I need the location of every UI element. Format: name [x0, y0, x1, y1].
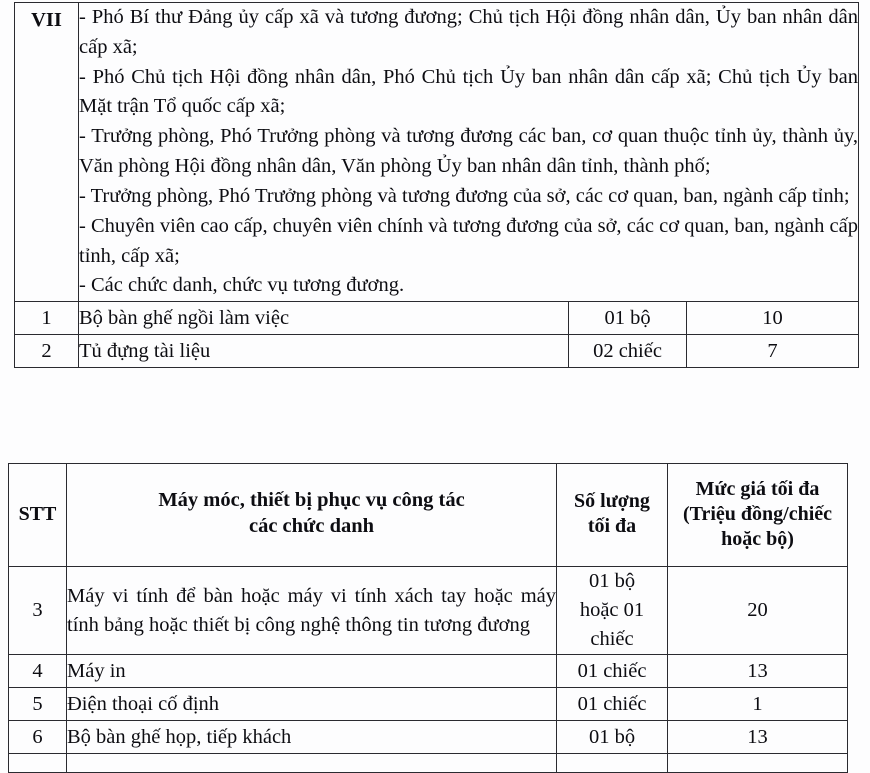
table-row-section-vii [15, 3, 859, 302]
table-row [15, 302, 859, 335]
criteria-line-1: - Phó Bí thư Đảng ủy cấp xã và tương đương; Chủ tịch Hội đồng nhân dân, Ủy ban nhân dân cấp xã; [79, 6, 859, 58]
row-quantity-line2: hoặc 01 [579, 599, 645, 622]
row-stt: 2 [15, 335, 79, 368]
criteria-line-4: - Trưởng phòng, Phó Trưởng phòng và tương đương của sở, các cơ quan, ban, ngành cấp tỉnh; [79, 184, 850, 207]
table-row [9, 688, 848, 721]
row-price: 7 [687, 335, 859, 368]
row-description: Máy in [67, 655, 557, 688]
column-header-stt: STT [9, 464, 67, 567]
criteria-line-5: - Chuyên viên cao cấp, chuyên viên chính và tương đương của sở, các cơ quan, ban, ngành cấp tỉnh, cấp xã; [79, 214, 859, 267]
row-quantity [557, 655, 668, 688]
row-price: 20 [668, 567, 848, 655]
row-stt: 6 [9, 721, 67, 754]
row-quantity-line1: 01 chiếc [577, 659, 647, 682]
column-header-description [67, 464, 557, 567]
row-price: 1 [668, 688, 848, 721]
row-quantity: 02 chiếc [569, 335, 687, 368]
row-stt: 1 [15, 302, 79, 335]
clipped-cell-quantity [557, 754, 668, 773]
table-row [9, 567, 848, 655]
row-price: 10 [687, 302, 859, 335]
column-header-price [668, 464, 848, 567]
row-description: Bộ bàn ghế họp, tiếp khách [67, 721, 557, 754]
row-quantity [557, 688, 668, 721]
row-quantity-line3: chiếc [590, 628, 634, 651]
row-stt: 4 [9, 655, 67, 688]
table-row-clipped [9, 754, 848, 773]
column-header-price-line3: hoặc bộ) [721, 527, 794, 550]
row-description: Điện thoại cố định [67, 688, 557, 721]
row-quantity [557, 567, 668, 655]
column-header-description-line1: Máy móc, thiết bị phục vụ công tác [158, 489, 465, 512]
column-header-description-line2: các chức danh [248, 515, 375, 537]
column-header-price-line2: (Triệu đồng/chiếc [682, 502, 833, 525]
row-description: Máy vi tính để bàn hoặc máy vi tính xách tay hoặc máy tính bảng hoặc thiết bị công nghệ thông tin tương đương [67, 567, 557, 655]
row-quantity-line1: 01 bộ [588, 725, 636, 748]
row-stt: 3 [9, 567, 67, 655]
section-criteria-cell [79, 3, 859, 302]
row-stt: 5 [9, 688, 67, 721]
row-quantity: 01 bộ [569, 302, 687, 335]
row-price: 13 [668, 655, 848, 688]
row-quantity-line1: 01 bộ [588, 570, 636, 592]
column-header-quantity-line2: tối đa [587, 515, 637, 537]
row-quantity [557, 721, 668, 754]
clipped-cell-stt [9, 754, 67, 773]
section-vii-table [14, 2, 859, 368]
table-row [9, 655, 848, 688]
row-description: Tủ đựng tài liệu [79, 335, 569, 368]
criteria-line-2: - Phó Chủ tịch Hội đồng nhân dân, Phó Chủ tịch Ủy ban nhân dân cấp xã; Chủ tịch Ủy ban Mặt trận Tổ quốc cấp xã; [79, 65, 859, 118]
criteria-line-3: - Trưởng phòng, Phó Trưởng phòng và tương đương các ban, cơ quan thuộc tỉnh ủy, thành ủy, Văn phòng Hội đồng nhân dân, Văn phòng Ủy ban nhân dân tỉnh, thành phố; [79, 125, 859, 178]
column-header-quantity-line1: Số lượng [574, 490, 650, 512]
column-header-quantity [557, 464, 668, 567]
row-quantity-line1: 01 chiếc [577, 692, 647, 715]
equipment-price-table [8, 463, 848, 773]
section-number-cell: VII [15, 3, 79, 302]
row-price: 13 [668, 721, 848, 754]
clipped-cell-price [668, 754, 848, 773]
table-row [15, 335, 859, 368]
table-row [9, 721, 848, 754]
row-description: Bộ bàn ghế ngồi làm việc [79, 302, 569, 335]
criteria-line-6: - Các chức danh, chức vụ tương đương. [79, 274, 405, 297]
column-header-price-line1: Mức giá tối đa [695, 477, 820, 500]
clipped-cell-description [67, 754, 557, 773]
table-header-row [9, 464, 848, 567]
